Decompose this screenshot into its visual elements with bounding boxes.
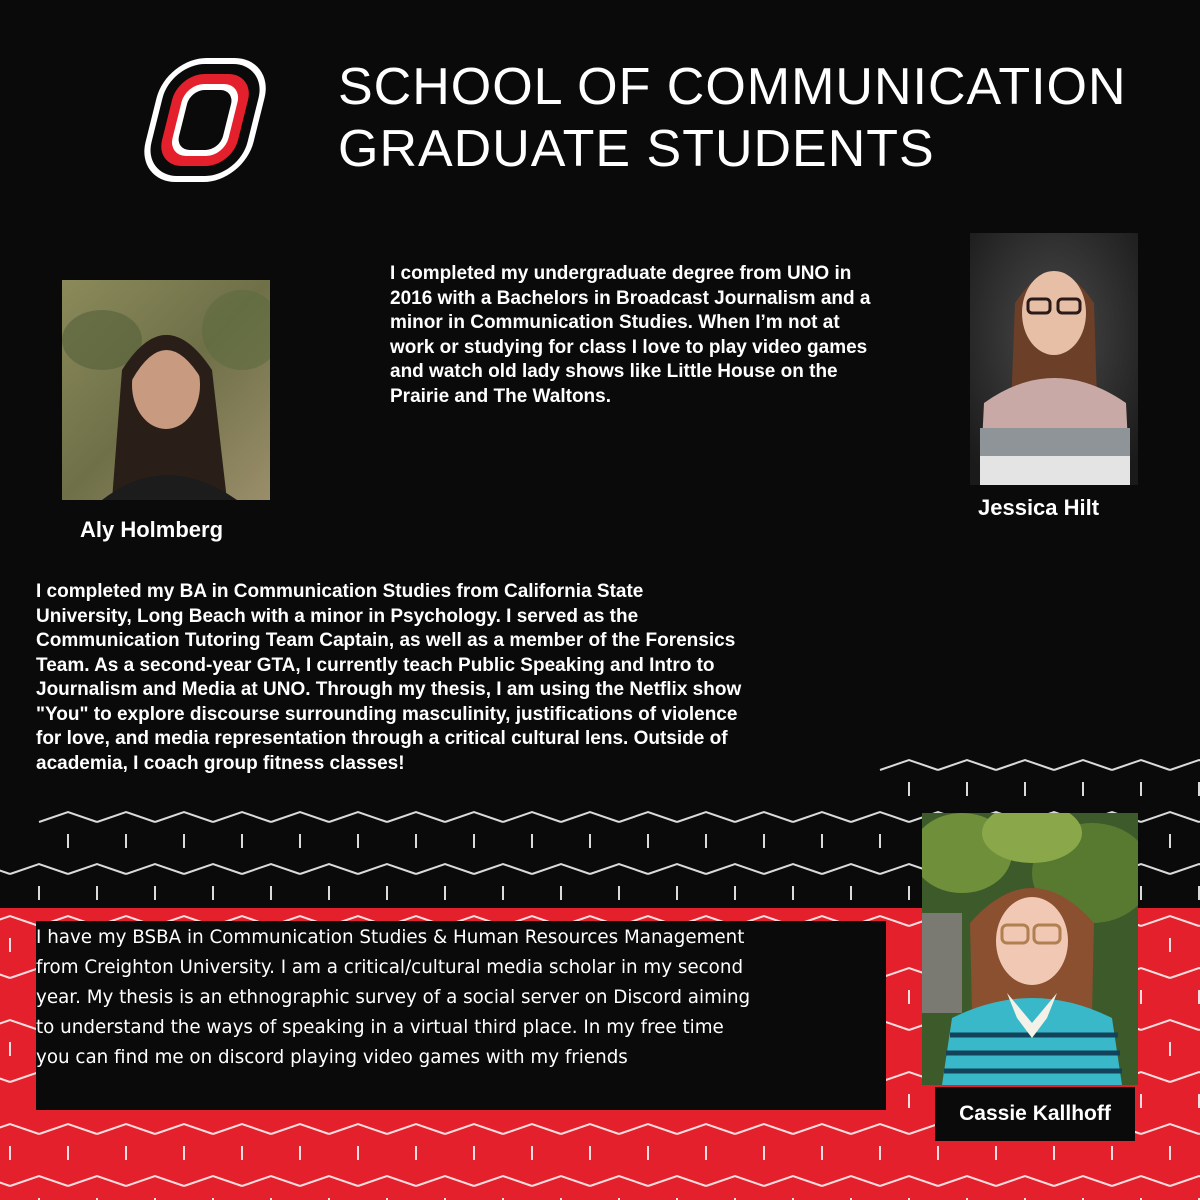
hex-segment xyxy=(503,812,561,848)
title-line-1: SCHOOL OF COMMUNICATION xyxy=(338,58,1127,116)
bio-line: academia, I coach group fitness classes! xyxy=(36,752,405,774)
bio-line: Team. As a second-year GTA, I currently teach Public Speaking and Intro to xyxy=(36,654,715,676)
hex-segment xyxy=(300,864,358,900)
cassie-kallhoff-bio xyxy=(36,923,886,1073)
aly-holmberg-photo xyxy=(62,280,270,500)
hex-segment xyxy=(39,812,97,848)
uno-o-logo-icon xyxy=(130,52,270,188)
bio-line: Prairie and The Waltons. xyxy=(390,385,612,407)
page-title xyxy=(338,56,1188,180)
jessica-hilt-photo xyxy=(970,233,1138,485)
hex-segment xyxy=(996,760,1054,796)
bio-line: and watch old lady shows like Little House on the xyxy=(390,361,838,382)
bio-line: I have my BSBA in Communication Studies & Human Resources Management xyxy=(36,927,745,948)
bio-line: Communication Tutoring Team Captain, as well as a member of the Forensics xyxy=(36,630,736,651)
hex-segment xyxy=(1112,760,1170,796)
title-line-2: GRADUATE STUDENTS xyxy=(338,120,935,178)
bio-line: I completed my BA in Communication Studies from California State xyxy=(36,581,644,602)
hex-segment xyxy=(97,812,155,848)
hex-segment xyxy=(126,864,184,900)
bio-line: for love, and media representation through a critical cultural lens. Outside of xyxy=(36,728,728,749)
bio-line: year. My thesis is an ethnographic survey of a social server on Discord aiming xyxy=(36,987,751,1008)
cassie-kallhoff-name: Cassie Kallhoff xyxy=(935,1087,1135,1141)
aly-holmberg-bio xyxy=(36,580,866,776)
hex-segment xyxy=(822,864,880,900)
cassie-kallhoff-photo xyxy=(922,813,1138,1085)
jessica-hilt-name: Jessica Hilt xyxy=(978,495,1100,520)
hex-segment xyxy=(1141,812,1199,848)
hex-segment xyxy=(155,812,213,848)
hex-segment xyxy=(677,812,735,848)
bio-line: from Creighton University. I am a critical/cultural media scholar in my second xyxy=(36,957,744,978)
hex-segment xyxy=(329,812,387,848)
jessica-hilt-bio xyxy=(390,262,960,409)
hex-segment xyxy=(561,812,619,848)
hex-segment xyxy=(213,812,271,848)
aly-holmberg-name: Aly Holmberg xyxy=(80,517,224,542)
hex-segment xyxy=(474,864,532,900)
bio-line: work or studying for class I love to play video games xyxy=(390,336,868,358)
bio-line: I completed my undergraduate degree from UNO in xyxy=(390,263,852,284)
hex-segment xyxy=(590,864,648,900)
hex-segment xyxy=(648,864,706,900)
hex-segment xyxy=(735,812,793,848)
hex-segment xyxy=(1170,864,1200,900)
bio-line: minor in Communication Studies. When I’m not at xyxy=(390,312,840,333)
bio-line: Journalism and Media at UNO. Through my thesis, I am using the Netflix show xyxy=(36,679,742,700)
bio-line: "You" to explore discourse surrounding masculinity, justifications of violence xyxy=(36,703,738,725)
hex-segment xyxy=(445,812,503,848)
bio-line: University, Long Beach with a minor in Psychology. I served as the xyxy=(36,605,639,627)
cassie-kallhoff-bio-box xyxy=(36,921,886,1110)
hex-segment xyxy=(793,812,851,848)
hex-segment xyxy=(416,864,474,900)
hex-segment xyxy=(1170,760,1200,796)
hex-segment xyxy=(706,864,764,900)
hex-segment xyxy=(387,812,445,848)
bio-line: to understand the ways of speaking in a virtual third place. In my free time xyxy=(36,1017,724,1038)
hex-segment xyxy=(938,760,996,796)
hex-segment xyxy=(271,812,329,848)
hex-segment xyxy=(68,864,126,900)
hex-segment xyxy=(764,864,822,900)
bio-line: you can find me on discord playing video games with my friends xyxy=(36,1047,628,1068)
hex-segment xyxy=(532,864,590,900)
hex-segment xyxy=(10,864,68,900)
hex-segment xyxy=(880,760,938,796)
bio-line: 2016 with a Bachelors in Broadcast Journalism and a xyxy=(390,287,871,309)
hex-segment xyxy=(1054,760,1112,796)
hex-segment xyxy=(358,864,416,900)
hex-segment xyxy=(0,864,10,900)
hex-segment xyxy=(242,864,300,900)
hex-segment xyxy=(851,812,909,848)
hex-segment xyxy=(184,864,242,900)
hex-segment xyxy=(619,812,677,848)
